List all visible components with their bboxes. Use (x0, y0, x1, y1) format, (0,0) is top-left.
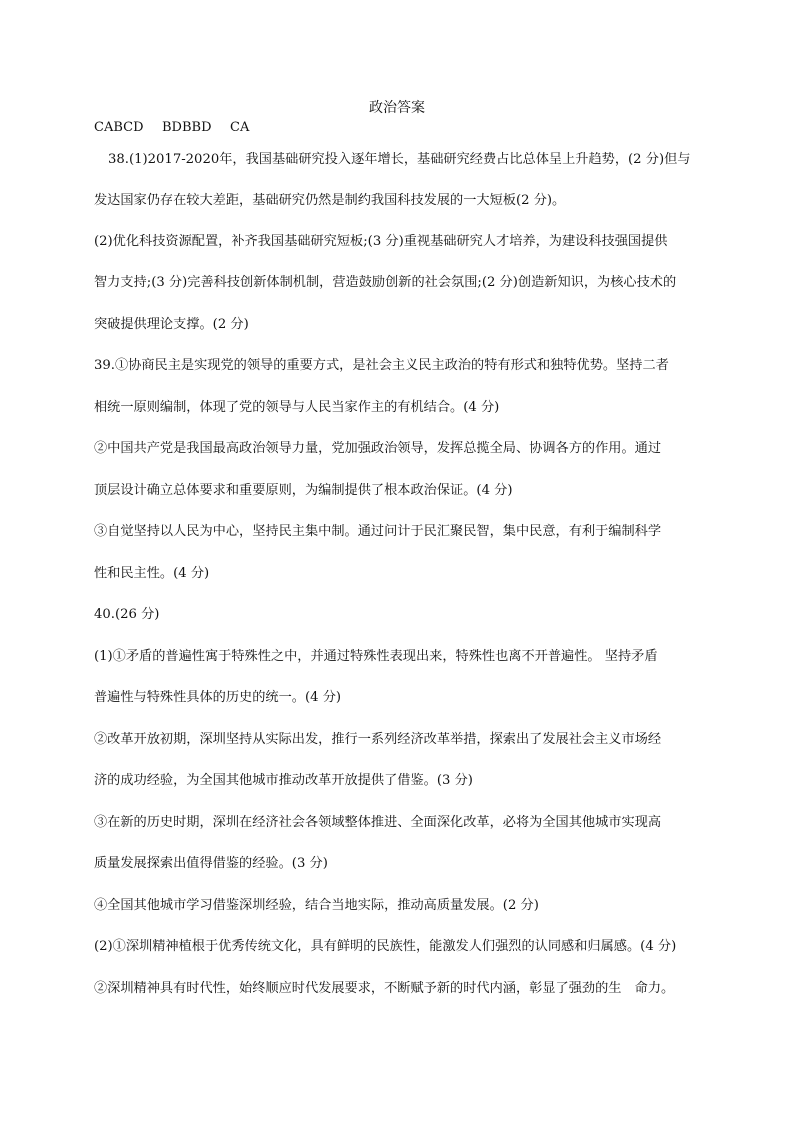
answer-line: 性和民主性。(4 分) (94, 566, 210, 581)
answer-line: (2)优化科技资源配置，补齐我国基础研究短板;(3 分)重视基础研究人才培养，为建设科技强国提供 (94, 234, 668, 249)
answer-group-2: BDBBD (162, 120, 212, 135)
answer-line: 相统一原则编制，体现了党的领导与人民当家作主的有机结合。(4 分) (94, 400, 500, 415)
answer-line: ③自觉坚持以人民为中心，坚持民主集中制。通过问计于民汇聚民智，集中民意，有利于编制科学 (94, 524, 662, 539)
answer-line: 40.(26 分) (94, 607, 160, 622)
answer-line: 突破提供理论支撑。(2 分) (94, 317, 249, 332)
answer-line: ④全国其他城市学习借鉴深圳经验，结合当地实际，推动高质量发展。(2 分) (94, 898, 539, 913)
answer-line: 39.①协商民主是实现党的领导的重要方式，是社会主义民主政治的特有形式和独特优势。坚持二者 (94, 358, 669, 373)
answer-line: ③在新的历史时期，深圳在经济社会各领域整体推进、全面深化改革，必将为全国其他城市实现高 (94, 815, 662, 830)
page-title: 政治答案 (369, 100, 425, 116)
answer-line: ②改革开放初期，深圳坚持从实际出发，推行一系列经济改革举措，探索出了发展社会主义市场经 (94, 732, 662, 747)
multiple-choice-answers (94, 119, 249, 136)
answer-group-1: CABCD (94, 120, 144, 135)
answer-line: 质量发展探索出值得借鉴的经验。(3 分) (94, 856, 328, 871)
answer-line: 济的成功经验，为全国其他城市推动改革开放提供了借鉴。(3 分) (94, 773, 473, 788)
answer-line: 智力支持;(3 分)完善科技创新体制机制，营造鼓励创新的社会氛围;(2 分)创造新知识，为核心技术的 (94, 275, 677, 290)
answer-line: ②中国共产党是我国最高政治领导力量，党加强政治领导，发挥总揽全局、协调各方的作用。通过 (94, 441, 662, 456)
answer-line: 发达国家仍存在较大差距，基础研究仍然是制约我国科技发展的一大短板(2 分)。 (94, 193, 566, 208)
answer-group-3: CA (230, 120, 250, 135)
answer-line: (2)①深圳精神植根于优秀传统文化，具有鲜明的民族性，能激发人们强烈的认同感和归属感。(4 分) (94, 939, 677, 954)
answer-line: 38.(1)2017-2020年，我国基础研究投入逐年增长，基础研究经费占比总体呈上升趋势，(2 分)但与 (108, 152, 691, 167)
answer-line: 普遍性与特殊性具体的历史的统一。(4 分) (94, 690, 342, 705)
answer-line: (1)①矛盾的普遍性寓于特殊性之中，并通过特殊性表现出来，特殊性也离不开普遍性。 坚持矛盾 (94, 649, 658, 664)
answer-line: ②深圳精神具有时代性，始终顺应时代发展要求，不断赋予新的时代内涵，彰显了强劲的生 命力。 (94, 981, 675, 996)
answer-line: 顶层设计确立总体要求和重要原则，为编制提供了根本政治保证。(4 分) (94, 483, 513, 498)
